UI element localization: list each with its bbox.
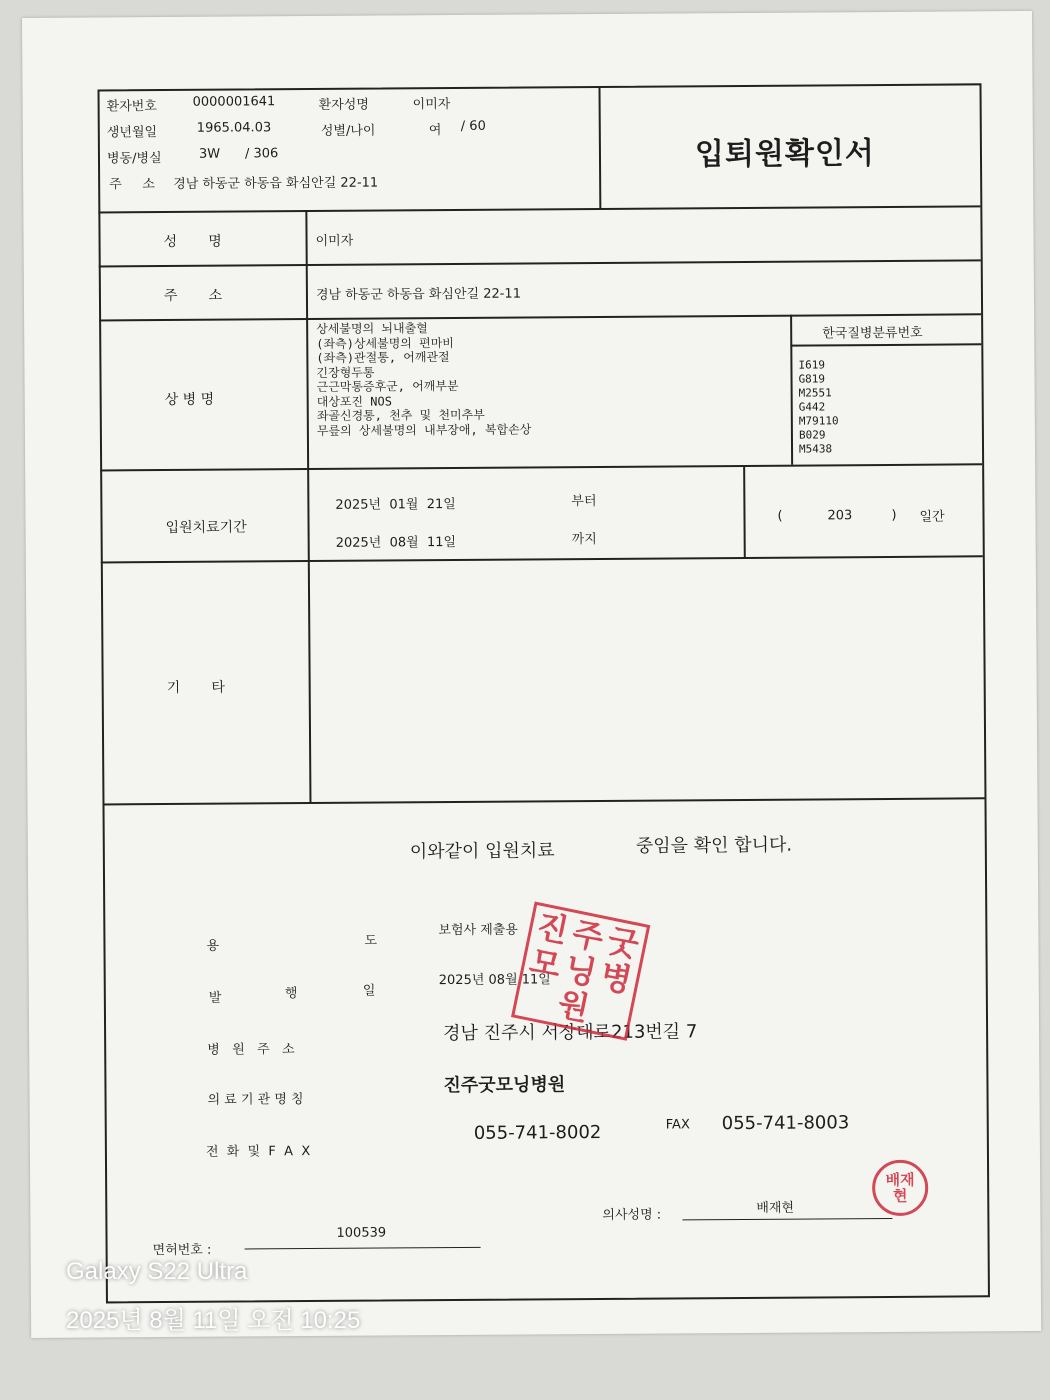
issue-label-2: 행 xyxy=(284,986,298,1002)
name-value: 이미자 xyxy=(315,233,354,249)
document-title: 입퇴원확인서 xyxy=(694,136,875,173)
tel-value: 055-741-8002 xyxy=(473,1121,602,1144)
kcd-code: I619 xyxy=(798,358,825,372)
purpose-label-2: 도 xyxy=(364,933,378,949)
header-addr: 경남 하동군 하동읍 화심안길 22-11 xyxy=(173,175,379,192)
days-close: ) xyxy=(891,507,897,523)
diagnosis-item: (좌측)상세불명의 편마비 xyxy=(316,335,454,351)
fax-value: 055-741-8003 xyxy=(721,1112,850,1135)
addr-value: 경남 하동군 하동읍 화심안길 22-11 xyxy=(315,286,522,303)
license-no: 100539 xyxy=(336,1225,387,1241)
diagnosis-list xyxy=(316,319,787,438)
addr-label: 주 소 xyxy=(163,287,223,305)
diagnosis-item: 상세불명의 뇌내출혈 xyxy=(316,321,428,336)
diagnosis-item: 좌골신경통, 천추 및 천미추부 xyxy=(316,407,485,423)
hosp-addr: 경남 진주시 서장대로213번길 7 xyxy=(443,1021,698,1045)
doctor-seal-stamp: 배재 현 xyxy=(872,1160,928,1216)
kcd-label: 한국질병분류번호 xyxy=(822,325,923,342)
etc-label: 기 타 xyxy=(166,679,225,697)
period-from: 부터 xyxy=(571,494,597,510)
diagnosis-item: (좌측)관절통, 어깨관절 xyxy=(316,350,450,365)
hospital-seal-stamp: 진 주 굿 모 닝 병 원 xyxy=(511,901,650,1040)
camera-timestamp: 2025년 8월 11일 오전 10:25 xyxy=(66,1307,361,1334)
doctor-label: 의사성명 : xyxy=(602,1207,662,1223)
issue-label-1: 발 xyxy=(208,990,222,1006)
period-to: 까지 xyxy=(571,532,597,548)
diagnosis-item: 근근막통증후군, 어깨부분 xyxy=(316,378,459,394)
kcd-code: M2551 xyxy=(798,386,832,400)
ward-label: 병동/병실 xyxy=(106,151,162,167)
kcd-code: M5438 xyxy=(798,442,833,456)
confirm-text-left: 이와같이 입원치료 xyxy=(409,840,555,863)
issue-label-3: 일 xyxy=(362,983,376,999)
kcd-code: G819 xyxy=(798,372,826,386)
period-end: 2025년 08월 11일 xyxy=(335,534,457,551)
license-label: 면허번호 : xyxy=(152,1242,212,1259)
days-unit: 일간 xyxy=(919,509,945,525)
days-value: 203 xyxy=(827,508,853,524)
inst-label: 의 료 기 관 명 칭 xyxy=(207,1092,304,1108)
diagnosis-item: 대상포진 NOS xyxy=(316,393,393,409)
issue-date: 2025년 08월 11일 xyxy=(438,972,551,989)
ward: 3W xyxy=(198,146,221,162)
patient-name: 이미자 xyxy=(412,97,451,113)
name-label: 성 명 xyxy=(163,233,222,251)
kcd-code: B029 xyxy=(798,428,826,442)
purpose-value: 보험사 제출용 xyxy=(438,922,518,939)
camera-device-label: Galaxy S22 Ultra xyxy=(66,1258,248,1285)
days-open: ( xyxy=(777,508,783,524)
birth-date: 1965.04.03 xyxy=(196,120,272,136)
patient-no-label: 환자번호 xyxy=(106,99,157,115)
kcd-code: G442 xyxy=(798,400,826,414)
confirm-text-right: 중임을 확인 합니다. xyxy=(635,834,793,857)
diagnosis-item: 무릎의 상세불명의 내부장애, 복합손상 xyxy=(316,421,532,438)
kcd-code-list xyxy=(798,358,838,456)
inst-name: 진주굿모닝병원 xyxy=(443,1074,566,1097)
room: / 306 xyxy=(244,146,279,162)
doctor-name: 배재현 xyxy=(756,1200,795,1216)
period-label: 입원치료기간 xyxy=(165,519,247,537)
header-addr-label: 주 소 xyxy=(109,177,155,193)
period-start: 2025년 01월 21일 xyxy=(335,496,456,513)
birth-label: 생년월일 xyxy=(106,125,158,141)
diagnosis-item: 긴장형두통 xyxy=(316,365,375,380)
sex: 여 xyxy=(428,123,442,139)
diag-label: 상 병 명 xyxy=(164,391,215,409)
hosp-addr-label: 병 원 주 소 xyxy=(207,1042,295,1058)
age: / 60 xyxy=(460,118,486,134)
fax-label: FAX xyxy=(665,1117,690,1133)
document-paper xyxy=(22,11,1041,1338)
sex-age-label: 성별/나이 xyxy=(320,123,376,139)
tel-label: 전 화 및 F A X xyxy=(205,1144,311,1160)
kcd-code: M79110 xyxy=(798,414,839,428)
patient-no: 0000001641 xyxy=(192,94,276,110)
patient-name-label: 환자성명 xyxy=(318,97,369,113)
purpose-label-1: 용 xyxy=(206,938,220,954)
